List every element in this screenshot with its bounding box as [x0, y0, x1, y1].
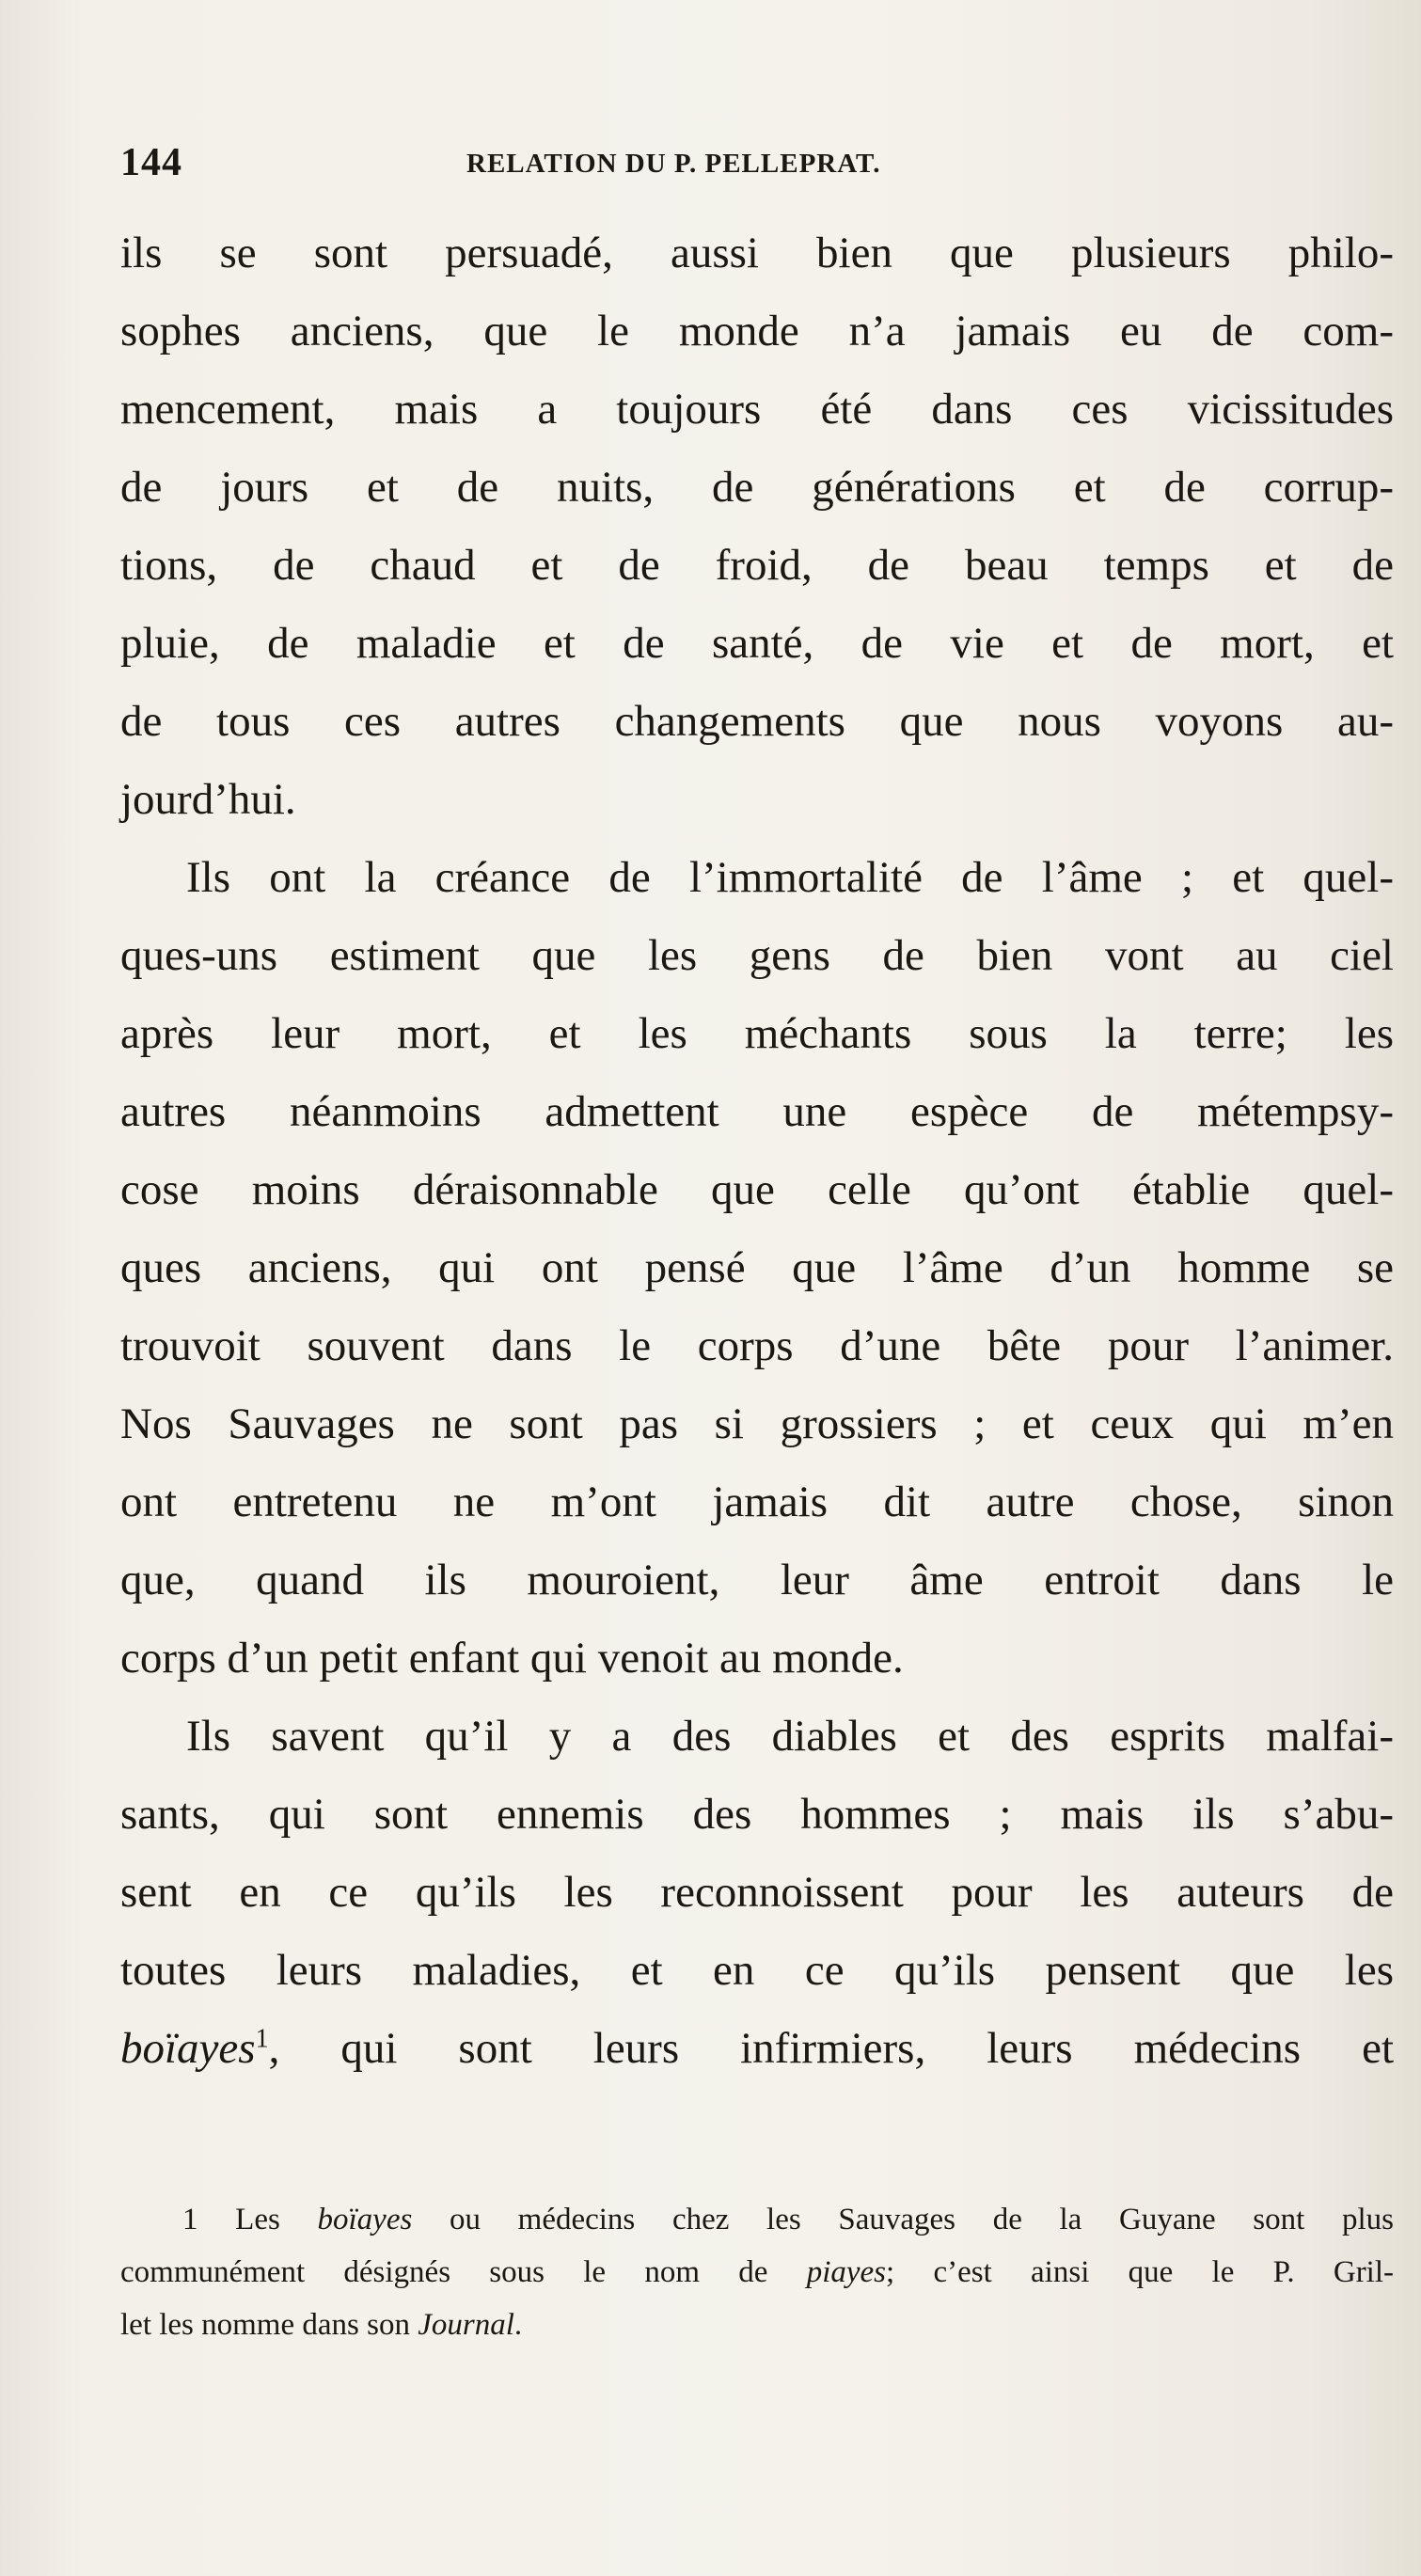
text-line: trouvoit souvent dans le corps d’une bête pour l’animer.: [120, 1321, 1394, 1370]
italic-term: piayes: [806, 2255, 887, 2289]
body-text: [120, 214, 1394, 2088]
footnote-line: [120, 2193, 1394, 2246]
text-line: ont entretenu ne m’ont jamais dit autre chose, sinon: [120, 1478, 1394, 1526]
text-fragment: let les nomme dans son: [120, 2308, 418, 2342]
footnote-line: [120, 2299, 1394, 2351]
page-header: [120, 139, 1239, 186]
text-line: autres néanmoins admettent une espèce de métempsy-: [120, 1087, 1394, 1136]
text-fragment: ; c’est ainsi que le P. Gril-: [886, 2255, 1395, 2289]
italic-term: boïayes: [317, 2203, 413, 2236]
text-line: cose moins déraisonnable que celle qu’ont établie quel-: [120, 1165, 1394, 1214]
text-line: que, quand ils mouroient, leur âme entroit dans le: [120, 1556, 1394, 1604]
footnote: [120, 2193, 1394, 2351]
text-line: ils se sont persuadé, aussi bien que plusieurs philo-: [120, 229, 1394, 277]
page-number: 144: [120, 141, 182, 184]
text-line: tions, de chaud et de froid, de beau temps et de: [120, 541, 1394, 590]
text-fragment: .: [513, 2308, 523, 2342]
text-fragment: communément désignés sous le nom de: [120, 2255, 807, 2289]
text-fragment: Les: [235, 2203, 318, 2236]
footnote-marker[interactable]: 1: [255, 2024, 269, 2054]
text-line: Ils savent qu’il y a des diables et des esprits malfai-: [186, 1712, 1394, 1761]
text-line: de tous ces autres changements que nous voyons au-: [120, 697, 1394, 746]
text-line: sent en ce qu’ils les reconnoissent pour les auteurs de: [120, 1868, 1394, 1917]
text-line: Ils ont la créance de l’immortalité de l’âme ; et quel-: [186, 853, 1394, 902]
text-line: [120, 2010, 1394, 2088]
text-line: corps d’un petit enfant qui venoit au monde.: [120, 1634, 904, 1683]
text-line: ques anciens, qui ont pensé que l’âme d’un homme se: [120, 1243, 1394, 1292]
text-line: toutes leurs maladies, et en ce qu’ils pensent que les: [120, 1946, 1394, 1995]
footnote-number: 1: [182, 2203, 198, 2236]
text-fragment: , qui sont leurs infirmiers, leurs médecins et: [268, 2024, 1394, 2073]
running-head: RELATION DU P. PELLEPRAT.: [466, 149, 881, 179]
italic-term: Journal: [418, 2308, 514, 2342]
text-line: de jours et de nuits, de générations et de corrup-: [120, 463, 1394, 512]
text-line: sants, qui sont ennemis des hommes ; mais ils s’abu-: [120, 1790, 1394, 1839]
text-line: Nos Sauvages ne sont pas si grossiers ; et ceux qui m’en: [120, 1399, 1394, 1448]
text-fragment: ou médecins chez les Sauvages de la Guyane sont plus: [412, 2203, 1394, 2236]
text-line: ques-uns estiment que les gens de bien vont au ciel: [120, 931, 1394, 980]
footnote-line: [120, 2246, 1394, 2299]
text-line: jourd’hui.: [120, 775, 296, 824]
text-line: sophes anciens, que le monde n’a jamais eu de com-: [120, 307, 1394, 356]
italic-term: boïayes: [120, 2024, 256, 2073]
text-line: pluie, de maladie et de santé, de vie et de mort, et: [120, 619, 1394, 668]
text-line: mencement, mais a toujours été dans ces vicissitudes: [120, 385, 1394, 434]
text-line: après leur mort, et les méchants sous la terre; les: [120, 1009, 1394, 1058]
